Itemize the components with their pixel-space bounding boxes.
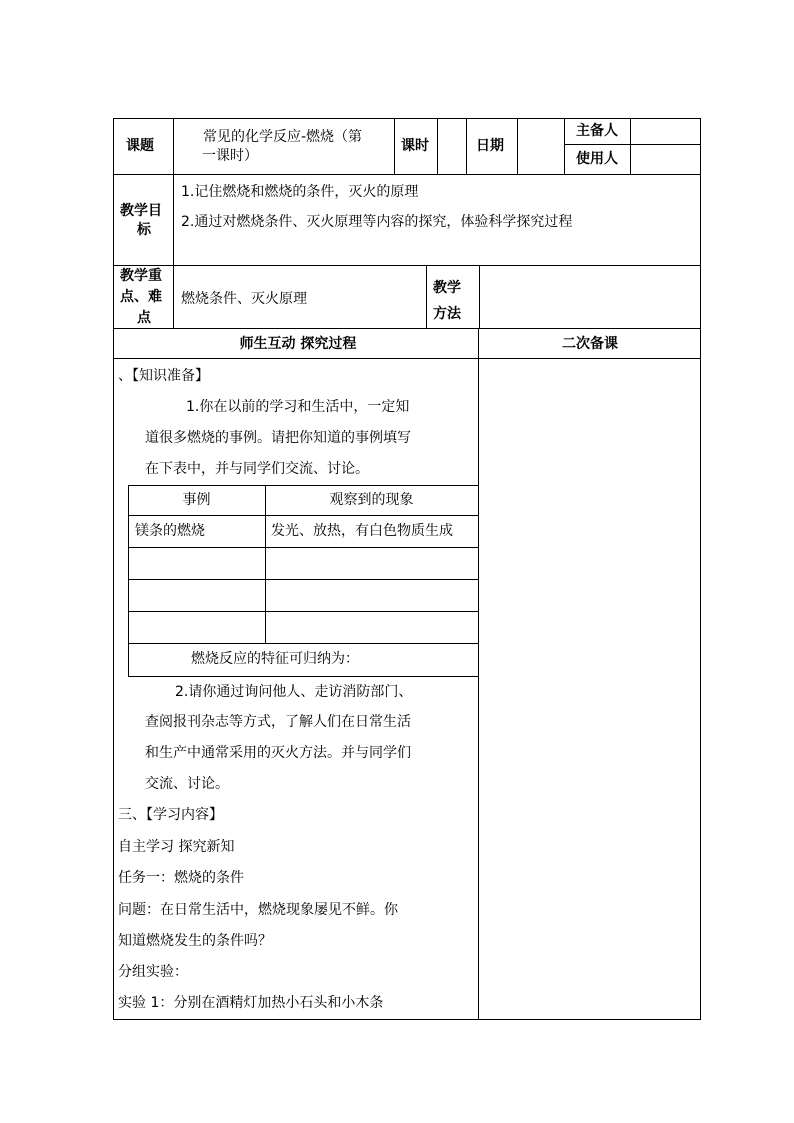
q2-line3: 和生产中通常采用的灭火方法。并与同学们 <box>145 745 411 761</box>
topic-value-line1: 常见的化学反应-燃烧（第 <box>203 129 363 145</box>
border-bottom <box>113 1019 701 1020</box>
question-line1: 问题：在日常生活中，燃烧现象屡见不鲜。你 <box>118 902 398 918</box>
knowledge-title: 、【知识准备】 <box>118 368 209 384</box>
row-divider-section <box>113 358 701 359</box>
task-1: 任务一：燃烧的条件 <box>118 870 244 886</box>
row-divider-goals <box>113 265 701 266</box>
focus-label-line2: 点、难 <box>120 289 162 305</box>
content-col <box>478 328 479 1019</box>
experiment-1: 实验 1：分别在酒精灯加热小石头和小木条 <box>118 995 384 1011</box>
user-label: 使用人 <box>576 151 618 167</box>
topic-value-line2: 一课时） <box>202 148 258 164</box>
question-line2: 知道燃烧发生的条件吗？ <box>118 933 272 949</box>
border-top <box>113 118 701 119</box>
inner-table-mid <box>265 485 266 643</box>
table-header-phenomenon: 观察到的现象 <box>329 492 414 508</box>
date-label: 日期 <box>476 138 504 154</box>
inner-table-row4 <box>128 611 478 612</box>
inner-table-row1 <box>128 515 478 516</box>
learning-title: 三、【学习内容】 <box>118 807 223 823</box>
focus-col-3 <box>479 265 480 328</box>
table-cell-phenomenon-1: 发光、放热，有白色物质生成 <box>271 523 453 539</box>
goals-label-line2: 标 <box>137 222 151 238</box>
header-col-2 <box>394 118 395 174</box>
group-experiment: 分组实验： <box>118 964 188 980</box>
inner-table-bottom <box>128 676 478 677</box>
inner-table-left <box>128 485 129 676</box>
table-summary: 燃烧反应的特征可归纳为： <box>191 651 359 667</box>
header-col-6 <box>564 118 565 174</box>
focus-col-2 <box>426 265 427 328</box>
topic-label: 课题 <box>126 138 154 154</box>
method-label-line1: 教学 <box>433 280 461 296</box>
q2-line2: 查阅报刊杂志等方式，了解人们在日常生活 <box>145 714 411 730</box>
section-header-left: 师生互动 探究过程 <box>239 336 357 352</box>
method-label-line2: 方法 <box>433 306 461 322</box>
focus-label-line3: 点 <box>137 310 151 326</box>
inner-table-row5 <box>128 643 478 644</box>
goals-label-line1: 教学目 <box>120 203 162 219</box>
section-header-right: 二次备课 <box>562 336 618 352</box>
period-label: 课时 <box>401 138 429 154</box>
focus-value: 燃烧条件、灭火原理 <box>181 291 307 307</box>
inner-table-top <box>128 485 478 486</box>
preparer-label: 主备人 <box>576 123 618 139</box>
inner-table-row2 <box>128 547 478 548</box>
header-split <box>564 144 700 145</box>
self-study: 自主学习 探究新知 <box>118 839 235 855</box>
focus-label-line1: 教学重 <box>120 268 162 284</box>
goal-item-1: 1.记住燃烧和燃烧的条件，灭火的原理 <box>181 184 419 200</box>
q2-line1: 2.请你通过询问他人、走访消防部门、 <box>175 684 413 700</box>
header-col-7 <box>630 118 631 174</box>
header-col-4 <box>466 118 467 174</box>
q1-line3: 在下表中，并与同学们交流、讨论。 <box>145 461 369 477</box>
row-divider-header <box>113 174 701 175</box>
goals-col <box>173 174 174 328</box>
inner-table-row3 <box>128 579 478 580</box>
header-col-5 <box>517 118 518 174</box>
table-cell-example-1: 镁条的燃烧 <box>135 523 205 539</box>
border-right <box>700 118 701 1020</box>
border-left <box>113 118 114 1020</box>
goal-item-2: 2.通过对燃烧条件、灭火原理等内容的探究，体验科学探究过程 <box>181 214 573 230</box>
q1-line2: 道很多燃烧的事例。请把你知道的事例填写 <box>145 430 411 446</box>
row-divider-focus <box>113 328 701 329</box>
header-col-1 <box>173 118 174 174</box>
q2-line4: 交流、讨论。 <box>145 776 229 792</box>
q1-line1: 1.你在以前的学习和生活中，一定知 <box>186 399 410 415</box>
table-header-example: 事例 <box>182 492 211 508</box>
header-col-3 <box>437 118 438 174</box>
